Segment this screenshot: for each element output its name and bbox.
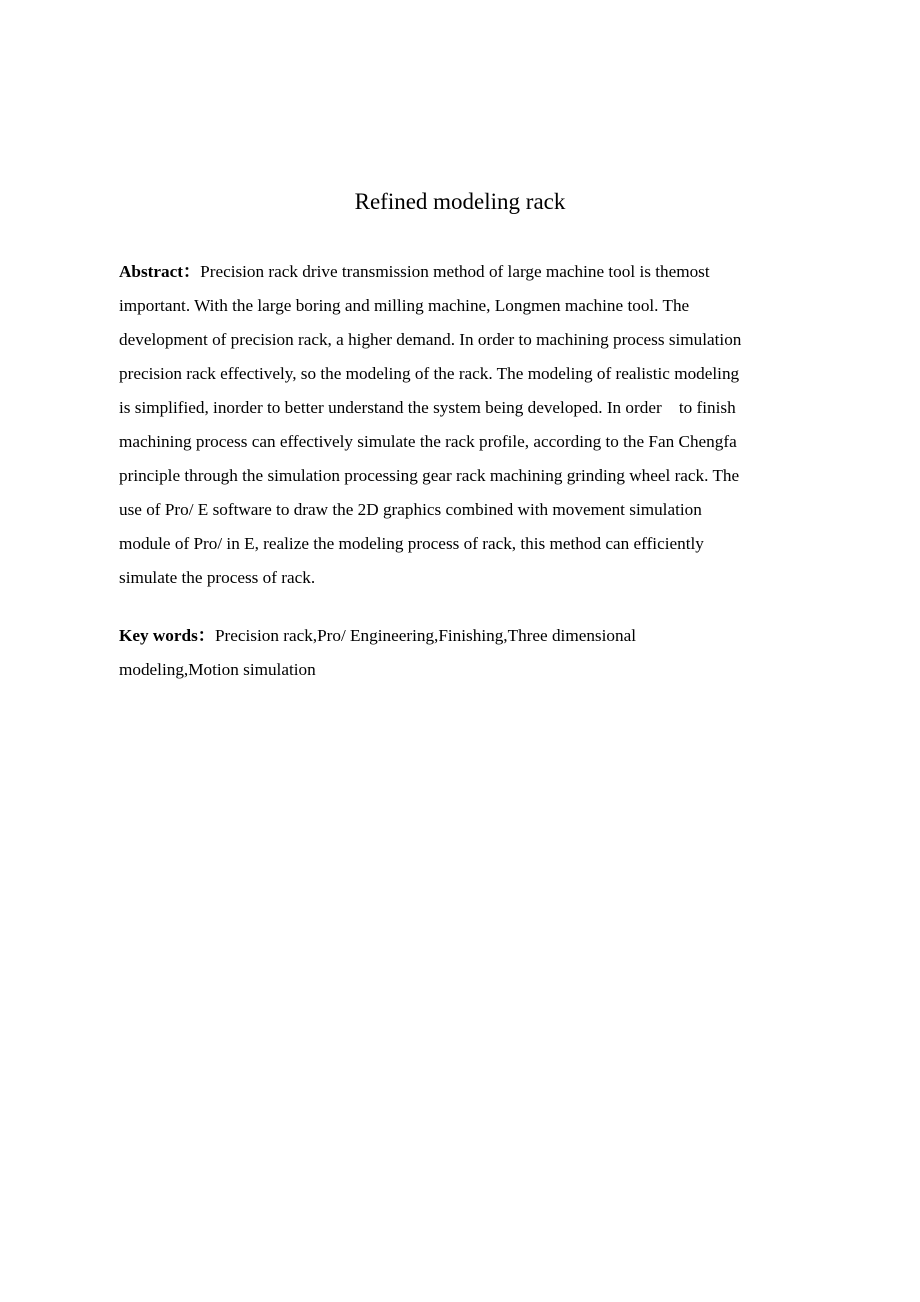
abstract-label: Abstract： [119, 262, 201, 281]
keywords-line: modeling,Motion simulation [119, 660, 316, 679]
abstract-line: use of Pro/ E software to draw the 2D graphics combined with movement simulation [119, 500, 702, 519]
keywords-text: Precision rack,Pro/ Engineering,Finishing,Three dimensional [214, 626, 636, 645]
abstract-line: important. With the large boring and milling machine, Longmen machine tool. The [119, 296, 690, 315]
keywords-label: Key words： [119, 626, 215, 645]
abstract-text: Precision rack drive transmission method of large machine tool is themost [200, 262, 710, 281]
abstract-line: development of precision rack, a higher demand. In order to machining process simulation [119, 330, 742, 349]
keywords-line [119, 619, 809, 653]
abstract-line: module of Pro/ in E, realize the modeling process of rack, this method can efficiently [119, 534, 704, 553]
abstract-section [119, 255, 809, 595]
abstract-line: is simplified, inorder to better understand the system being developed. In order to finish [119, 398, 736, 417]
abstract-line: principle through the simulation processing gear rack machining grinding wheel rack. The [119, 466, 740, 485]
document-title: Refined modeling rack [354, 189, 566, 214]
abstract-line: precision rack effectively, so the modeling of the rack. The modeling of realistic modeling [119, 364, 740, 383]
abstract-line [119, 255, 809, 289]
abstract-line: machining process can effectively simulate the rack profile, according to the Fan Chengfa [119, 432, 737, 451]
keywords-section [119, 619, 809, 687]
abstract-line: simulate the process of rack. [119, 568, 316, 587]
